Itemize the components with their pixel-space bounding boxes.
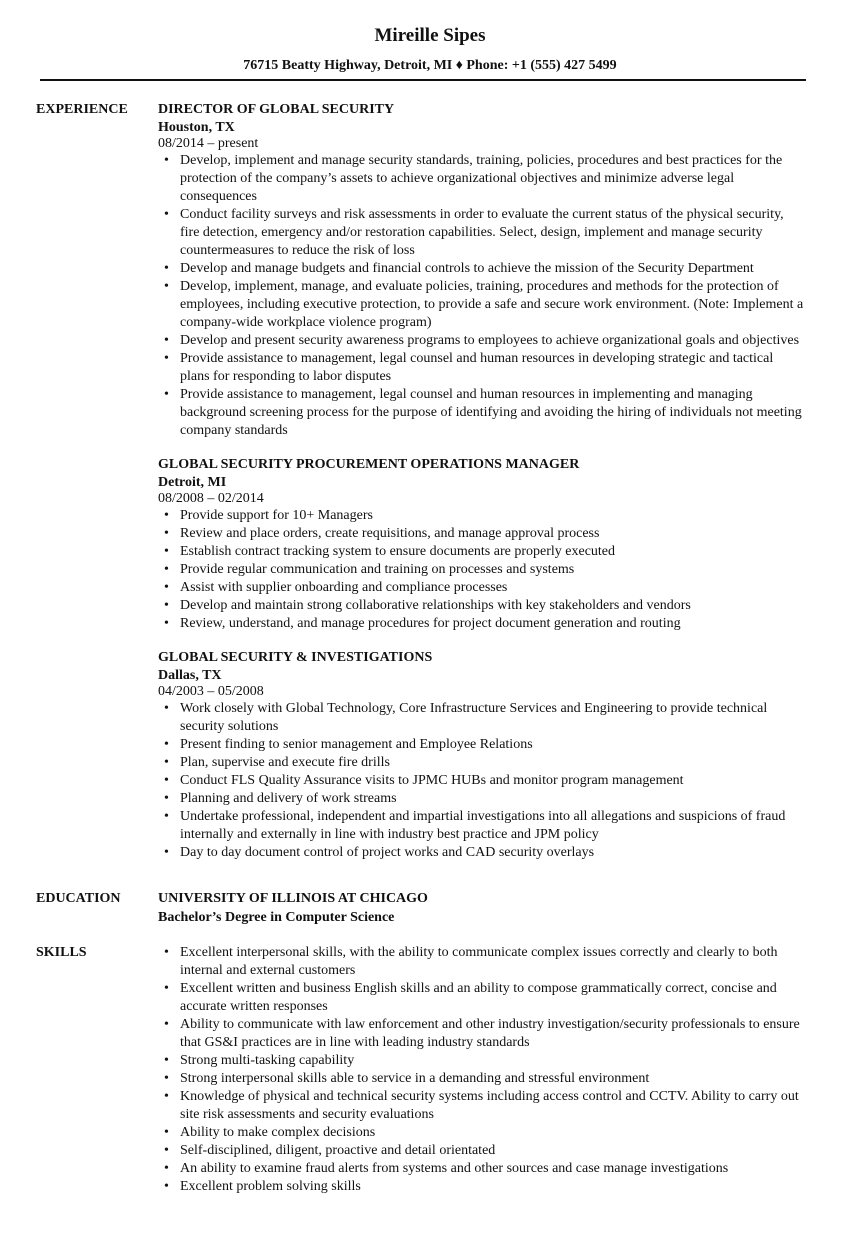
education-heading: EDUCATION [36,891,121,906]
skills-heading: SKILLS [36,945,87,960]
education-degree: Bachelor’s Degree in Computer Science [158,910,395,925]
skills-section [36,944,806,1196]
list-item: • Undertake professional, independent and impartial investigations into all allegations and suspicions of fraud internally and externally in line with industry best practice and JPM policy [158,808,806,844]
candidate-name: Mireille Sipes [374,25,486,46]
job-entry [158,101,806,440]
experience-section [36,101,806,862]
job-title: GLOBAL SECURITY & INVESTIGATIONS [158,650,433,665]
education-section [36,890,806,928]
list-item: • Establish contract tracking system to ensure documents are properly executed [158,543,806,561]
list-item: • Plan, supervise and execute fire drills [158,754,806,772]
list-item: • An ability to examine fraud alerts from systems and other sources and case manage investigations [158,1160,806,1178]
list-item: • Excellent written and business English skills and an ability to compose grammatically correct, concise and accurate written responses [158,980,806,1016]
job-location: Houston, TX [158,120,235,135]
list-item: • Conduct FLS Quality Assurance visits to JPMC HUBs and monitor program management [158,772,806,790]
experience-heading: EXPERIENCE [36,102,128,117]
list-item: • Excellent interpersonal skills, with the ability to communicate complex issues correctly and clearly to both internal and external customers [158,944,806,980]
job-dates: 08/2014 – present [158,136,259,151]
skills-body [158,944,806,1196]
list-item: • Develop, implement, manage, and evaluate policies, training, procedures and methods for the protection of employees, including executive protection, to provide a safe and secure work environment. (Note: Implement a company-wide workplace violence program) [158,278,806,332]
list-item: • Conduct facility surveys and risk assessments in order to evaluate the current status of the physical security, fire detection, emergency and/or restoration capabilities. Select, design, implement and manage security countermeasures to reduce the risk of loss [158,206,806,260]
job-responsibilities [158,700,806,862]
header-divider [40,79,806,81]
list-item: • Provide assistance to management, legal counsel and human resources in implementing and managing background screening process for the purpose of identifying and avoiding the hiring of individuals not meeting company standards [158,386,806,440]
job-dates: 04/2003 – 05/2008 [158,684,264,699]
list-item: • Planning and delivery of work streams [158,790,806,808]
skills-list [158,944,806,1196]
job-entry [158,649,806,862]
list-item: • Ability to communicate with law enforcement and other industry investigation/security professionals to ensure that GS&I practices are in line with leading industry standards [158,1016,806,1052]
job-title: GLOBAL SECURITY PROCUREMENT OPERATIONS MANAGER [158,457,580,472]
job-responsibilities [158,152,806,440]
list-item: • Review, understand, and manage procedures for project document generation and routing [158,615,806,633]
list-item: • Provide assistance to management, legal counsel and human resources in developing strategic and tactical plans for responding to labor disputes [158,350,806,386]
list-item: • Develop and manage budgets and financial controls to achieve the mission of the Security Department [158,260,806,278]
list-item: • Develop, implement and manage security standards, training, policies, procedures and best practices for the protection of the company’s assets to achieve organizational objectives and minimize adverse legal consequences [158,152,806,206]
list-item: • Self-disciplined, diligent, proactive and detail orientated [158,1142,806,1160]
list-item: • Strong multi-tasking capability [158,1052,806,1070]
list-item: • Day to day document control of project works and CAD security overlays [158,844,806,862]
list-item: • Develop and present security awareness programs to employees to achieve organizational goals and objectives [158,332,806,350]
list-item: • Ability to make complex decisions [158,1124,806,1142]
job-location: Detroit, MI [158,475,227,490]
list-item: • Strong interpersonal skills able to service in a demanding and stressful environment [158,1070,806,1088]
education-entry [158,890,806,928]
list-item: • Assist with supplier onboarding and compliance processes [158,579,806,597]
list-item: • Provide regular communication and training on processes and systems [158,561,806,579]
job-location: Dallas, TX [158,668,222,683]
list-item: • Develop and maintain strong collaborative relationships with key stakeholders and vendors [158,597,806,615]
list-item: • Present finding to senior management and Employee Relations [158,736,806,754]
list-item: • Provide support for 10+ Managers [158,507,806,525]
job-title: DIRECTOR OF GLOBAL SECURITY [158,102,395,117]
contact-line: 76715 Beatty Highway, Detroit, MI ♦ Phone: +1 (555) 427 5499 [243,58,617,73]
education-school: UNIVERSITY OF ILLINOIS AT CHICAGO [158,891,428,906]
experience-list [158,101,806,862]
list-item: • Excellent problem solving skills [158,1178,806,1196]
list-item: • Review and place orders, create requisitions, and manage approval process [158,525,806,543]
job-responsibilities [158,507,806,633]
list-item: • Work closely with Global Technology, Core Infrastructure Services and Engineering to provide technical security solutions [158,700,806,736]
job-entry [158,456,806,633]
job-dates: 08/2008 – 02/2014 [158,491,264,506]
list-item: • Knowledge of physical and technical security systems including access control and CCTV. Ability to carry out site risk assessments and security evaluations [158,1088,806,1124]
